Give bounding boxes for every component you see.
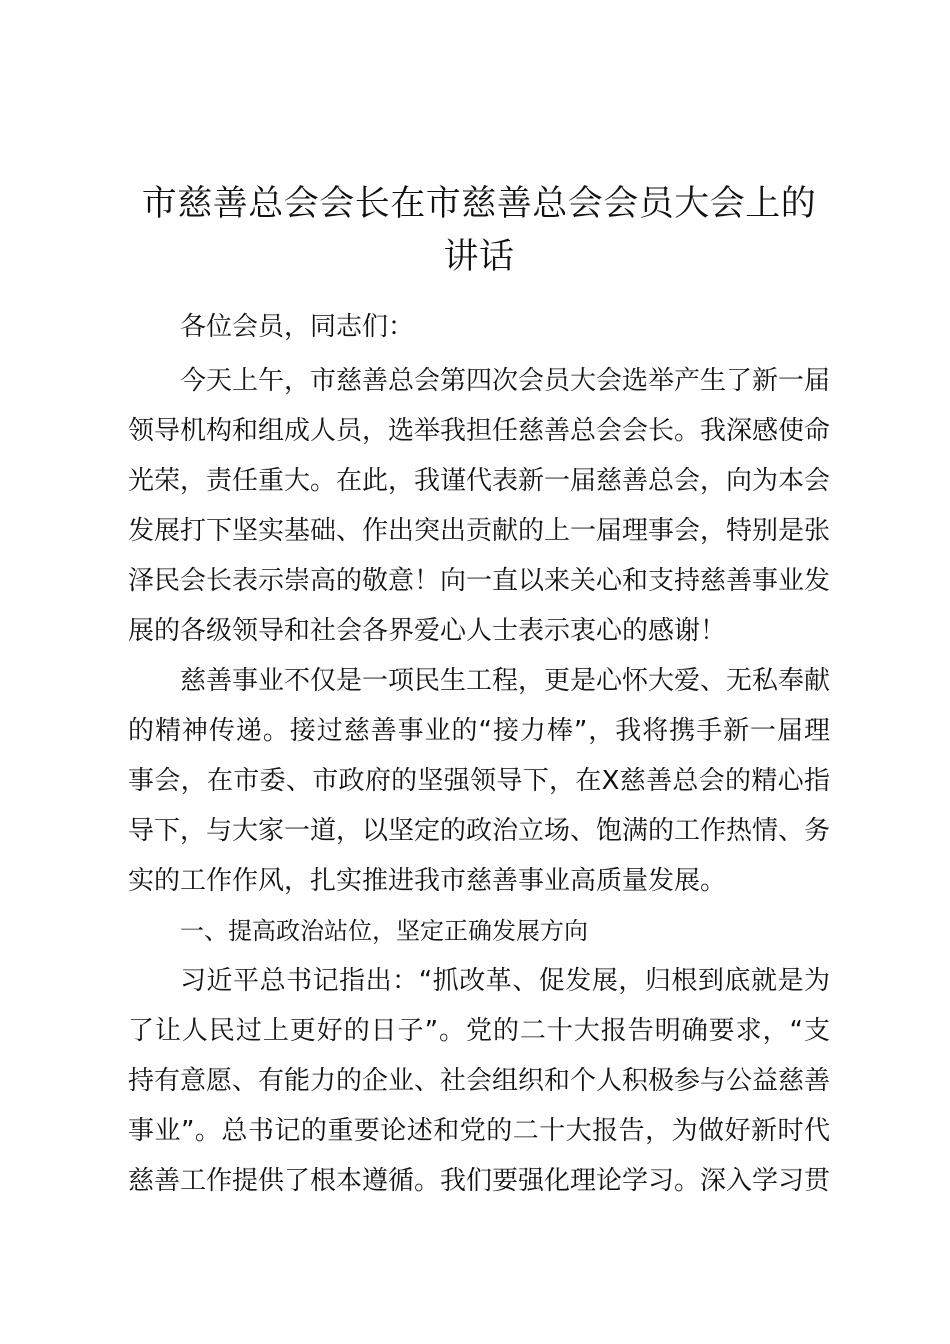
section-paragraph: 习近平总书记指出：“抓改革、促发展，归根到底就是为了让人民过上更好的日子”。党的二十大报告明确要求，“支持有意愿、有能力的企业、社会组织和个人积极参与公益慈善事业”。总书记的重要论述和党的二十大报告，为做好新时代慈善工作提供了根本遵循。我们要强化理论学习。深入学习贯: [128, 966, 831, 1196]
document-title: 市慈善总会会长在市慈善总会会员大会上的讲话: [141, 184, 817, 277]
body-paragraph: 慈善事业不仅是一项民生工程，更是心怀大爱、无私奉献的精神传递。接过慈善事业的“接力棒”，我将携手新一届理事会，在市委、市政府的坚强领导下，在X慈善总会的精心指导下，与大家一道，以坚定的政治立场、饱满的工作热情、务实的工作作风，扎实推进我市慈善事业高质量发展。: [128, 666, 831, 896]
salutation: 各位会员，同志们：: [180, 312, 415, 342]
body-paragraph: 今天上午，市慈善总会第四次会员大会选举产生了新一届领导机构和组成人员，选举我担任慈善总会会长。我深感使命光荣，责任重大。在此，我谨代表新一届慈善总会，向为本会发展打下坚实基础、作出突出贡献的上一届理事会，特别是张泽民会长表示崇高的敬意！向一直以来关心和支持慈善事业发展的各级领导和社会各界爱心人士表示衷心的感谢！: [128, 366, 831, 646]
section-heading: 一、提高政治站位，坚定正确发展方向: [180, 917, 588, 945]
